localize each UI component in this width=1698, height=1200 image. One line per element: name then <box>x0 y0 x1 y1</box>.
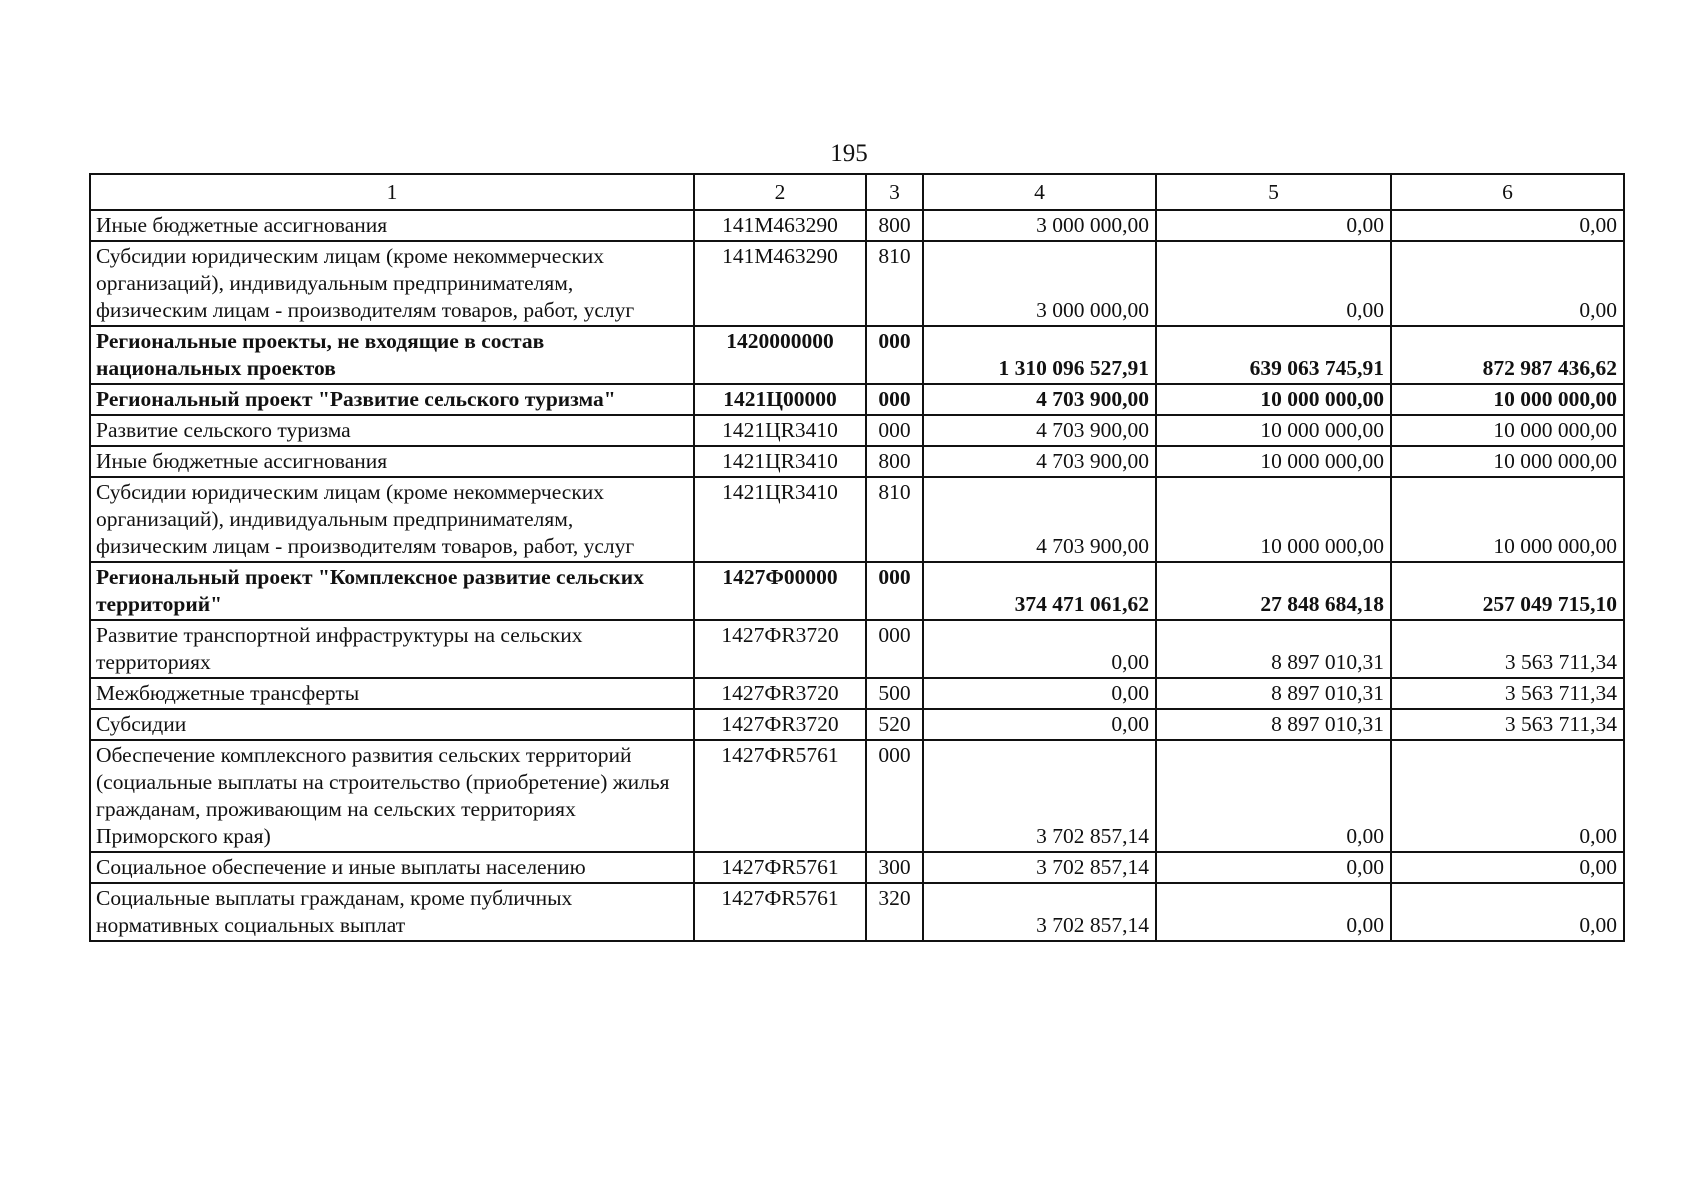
row-name: Региональный проект "Развитие сельского туризма" <box>90 384 694 415</box>
row-value-6: 0,00 <box>1391 852 1624 883</box>
header-col-2: 2 <box>694 174 866 210</box>
row-type: 000 <box>866 620 923 678</box>
row-type: 000 <box>866 740 923 852</box>
row-value-4: 1 310 096 527,91 <box>923 326 1156 384</box>
row-name: Субсидии юридическим лицам (кроме некоммерческих организаций), индивидуальным предпринимателям, физическим лицам - производителям товаров, работ, услуг <box>90 477 694 562</box>
row-code: 1420000000 <box>694 326 866 384</box>
row-name: Субсидии юридическим лицам (кроме некоммерческих организаций), индивидуальным предпринимателям, физическим лицам - производителям товаров, работ, услуг <box>90 241 694 326</box>
row-name: Региональные проекты, не входящие в состав национальных проектов <box>90 326 694 384</box>
row-value-5: 10 000 000,00 <box>1156 384 1391 415</box>
row-value-4: 4 703 900,00 <box>923 477 1156 562</box>
header-col-6: 6 <box>1391 174 1624 210</box>
page-number: 195 <box>830 140 868 167</box>
row-value-4: 0,00 <box>923 678 1156 709</box>
row-value-4: 374 471 061,62 <box>923 562 1156 620</box>
table-row <box>90 446 1624 477</box>
row-value-6: 10 000 000,00 <box>1391 446 1624 477</box>
row-value-4: 3 702 857,14 <box>923 852 1156 883</box>
row-code: 1427ФR5761 <box>694 883 866 941</box>
header-col-4: 4 <box>923 174 1156 210</box>
table-row <box>90 740 1624 852</box>
row-type: 000 <box>866 326 923 384</box>
row-value-5: 10 000 000,00 <box>1156 477 1391 562</box>
table-row <box>90 384 1624 415</box>
row-value-4: 0,00 <box>923 709 1156 740</box>
row-code: 1421Ц00000 <box>694 384 866 415</box>
row-code: 1427ФR5761 <box>694 852 866 883</box>
row-code: 1427ФR5761 <box>694 740 866 852</box>
row-type: 000 <box>866 415 923 446</box>
row-value-5: 0,00 <box>1156 210 1391 241</box>
row-value-4: 3 000 000,00 <box>923 241 1156 326</box>
row-value-6: 872 987 436,62 <box>1391 326 1624 384</box>
row-value-6: 3 563 711,34 <box>1391 709 1624 740</box>
row-value-4: 3 702 857,14 <box>923 740 1156 852</box>
row-code: 1427ФR3720 <box>694 620 866 678</box>
row-type: 810 <box>866 477 923 562</box>
row-value-6: 0,00 <box>1391 740 1624 852</box>
table-row <box>90 415 1624 446</box>
row-name: Региональный проект "Комплексное развитие сельских территорий" <box>90 562 694 620</box>
row-value-6: 257 049 715,10 <box>1391 562 1624 620</box>
row-value-4: 4 703 900,00 <box>923 415 1156 446</box>
row-type: 800 <box>866 446 923 477</box>
row-value-6: 3 563 711,34 <box>1391 620 1624 678</box>
row-type: 500 <box>866 678 923 709</box>
row-value-4: 0,00 <box>923 620 1156 678</box>
row-value-4: 4 703 900,00 <box>923 446 1156 477</box>
row-value-5: 8 897 010,31 <box>1156 678 1391 709</box>
row-type: 000 <box>866 562 923 620</box>
row-name: Социальные выплаты гражданам, кроме публичных нормативных социальных выплат <box>90 883 694 941</box>
table-row <box>90 241 1624 326</box>
row-type: 300 <box>866 852 923 883</box>
row-name: Развитие транспортной инфраструктуры на сельских территориях <box>90 620 694 678</box>
row-code: 1421ЦR3410 <box>694 415 866 446</box>
row-name: Межбюджетные трансферты <box>90 678 694 709</box>
table-row <box>90 210 1624 241</box>
table-row <box>90 852 1624 883</box>
row-value-4: 3 000 000,00 <box>923 210 1156 241</box>
row-value-6: 0,00 <box>1391 210 1624 241</box>
row-name: Обеспечение комплексного развития сельских территорий (социальные выплаты на строительство (приобретение) жилья гражданам, проживающим на сельских территориях Приморского края) <box>90 740 694 852</box>
header-col-5: 5 <box>1156 174 1391 210</box>
row-code: 1421ЦR3410 <box>694 446 866 477</box>
table-row <box>90 326 1624 384</box>
row-code: 1427ФR3720 <box>694 678 866 709</box>
row-name: Развитие сельского туризма <box>90 415 694 446</box>
row-value-6: 10 000 000,00 <box>1391 415 1624 446</box>
row-value-5: 10 000 000,00 <box>1156 446 1391 477</box>
table-row <box>90 562 1624 620</box>
row-name: Социальное обеспечение и иные выплаты населению <box>90 852 694 883</box>
row-value-5: 0,00 <box>1156 740 1391 852</box>
row-value-6: 0,00 <box>1391 241 1624 326</box>
row-value-5: 8 897 010,31 <box>1156 709 1391 740</box>
table-row <box>90 477 1624 562</box>
row-value-6: 0,00 <box>1391 883 1624 941</box>
row-type: 520 <box>866 709 923 740</box>
row-value-5: 639 063 745,91 <box>1156 326 1391 384</box>
row-value-5: 8 897 010,31 <box>1156 620 1391 678</box>
row-value-5: 0,00 <box>1156 241 1391 326</box>
row-value-6: 10 000 000,00 <box>1391 384 1624 415</box>
header-col-1: 1 <box>90 174 694 210</box>
row-type: 810 <box>866 241 923 326</box>
row-type: 320 <box>866 883 923 941</box>
row-name: Субсидии <box>90 709 694 740</box>
table-row <box>90 678 1624 709</box>
row-value-5: 0,00 <box>1156 883 1391 941</box>
row-code: 141M463290 <box>694 241 866 326</box>
row-type: 000 <box>866 384 923 415</box>
header-col-3: 3 <box>866 174 923 210</box>
table-row <box>90 709 1624 740</box>
row-value-4: 3 702 857,14 <box>923 883 1156 941</box>
table-row <box>90 883 1624 941</box>
row-value-5: 27 848 684,18 <box>1156 562 1391 620</box>
header-row <box>90 174 1624 210</box>
row-value-5: 0,00 <box>1156 852 1391 883</box>
row-value-6: 3 563 711,34 <box>1391 678 1624 709</box>
row-type: 800 <box>866 210 923 241</box>
row-value-4: 4 703 900,00 <box>923 384 1156 415</box>
row-name: Иные бюджетные ассигнования <box>90 446 694 477</box>
row-code: 1427ФR3720 <box>694 709 866 740</box>
budget-table <box>89 173 1625 942</box>
row-value-6: 10 000 000,00 <box>1391 477 1624 562</box>
row-code: 1427Ф00000 <box>694 562 866 620</box>
row-code: 1421ЦR3410 <box>694 477 866 562</box>
row-name: Иные бюджетные ассигнования <box>90 210 694 241</box>
row-value-5: 10 000 000,00 <box>1156 415 1391 446</box>
row-code: 141M463290 <box>694 210 866 241</box>
table-row <box>90 620 1624 678</box>
